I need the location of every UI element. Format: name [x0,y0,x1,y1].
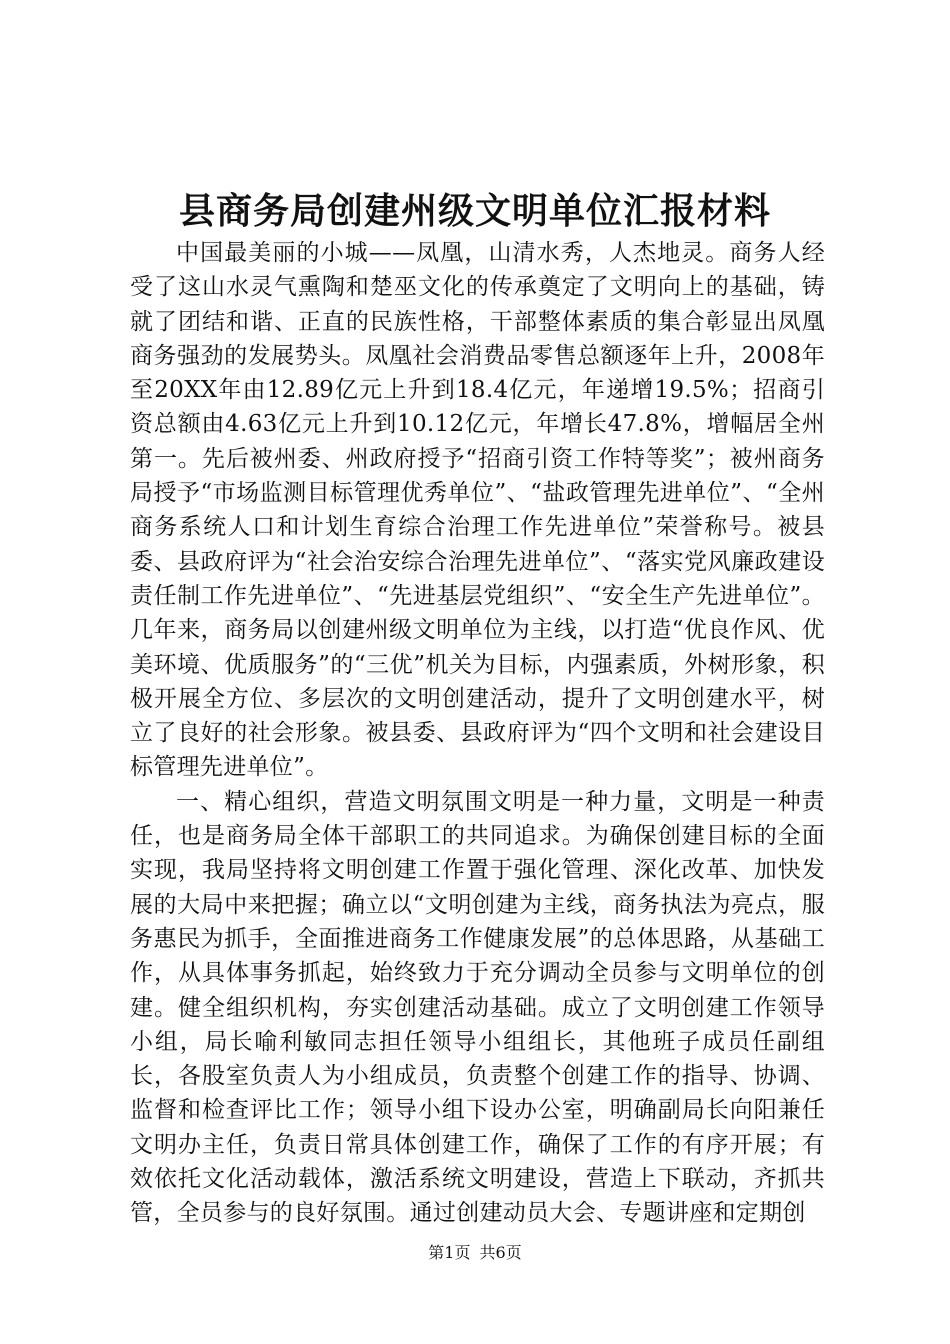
page-total: 共6页 [479,1243,522,1262]
page-footer [0,1242,950,1264]
document-body [130,236,825,1231]
page-number: 第1页 [428,1243,471,1262]
document-title: 县商务局创建州级文明单位汇报材料 [178,190,771,232]
paragraph-section-1: 一、精心组织，营造文明氛围文明是一种力量，文明是一种责任，也是商务局全体干部职工的共同追求。为确保创建目标的全面实现，我局坚持将文明创建工作置于强化管理、深化改革、加快发展的大局中来把握；确立以“文明创建为主线，商务执法为亮点，服务惠民为抓手，全面推进商务工作健康发展”的总体思路，从基础工作，从具体事务抓起，始终致力于充分调动全员参与文明单位的创建。健全组织机构，夯实创建活动基础。成立了文明创建工作领导小组，局长喻利敏同志担任领导小组组长，其他班子成员任副组长，各股室负责人为小组成员，负责整个创建工作的指导、协调、监督和检查评比工作；领导小组下设办公室，明确副局长向阳兼任文明办主任，负责日常具体创建工作，确保了工作的有序开展；有效依托文化活动载体，激活系统文明建设，营造上下联动，齐抓共管，全员参与的良好氛围。通过创建动员大会、专题讲座和定期创 [130,788,825,1227]
paragraph-intro: 中国最美丽的小城——凤凰，山清水秀，人杰地灵。商务人经受了这山水灵气熏陶和楚巫文化的传承奠定了文明向上的基础，铸就了团结和谐、正直的民族性格，干部整体素质的集合彰显出凤凰商务强劲的发展势头。凤凰社会消费品零售总额逐年上升，2008年至20XX年由12.89亿元上升到18.4亿元，年递增19.5%；招商引资总额由4.63亿元上升到10.12亿元，年增长47.8%，增幅居全州第一。先后被州委、州政府授予“招商引资工作特等奖”；被州商务局授予“市场监测目标管理优秀单位”、“盐政管理先进单位”、“全州商务系统人口和计划生育综合治理工作先进单位”荣誉称号。被县委、县政府评为“社会治安综合治理先进单位”、“落实党风廉政建设责任制工作先进单位”、“先进基层党组织”、“安全生产先进单位”。几年来，商务局以创建州级文明单位为主线，以打造“优良作风、优美环境、优质服务”的“三优”机关为目标，内强素质，外树形象，积极开展全方位、多层次的文明创建活动，提升了文明创建水平，树立了良好的社会形象。被县委、县政府评为“四个文明和社会建设目标管理先进单位”。 [130,240,825,781]
